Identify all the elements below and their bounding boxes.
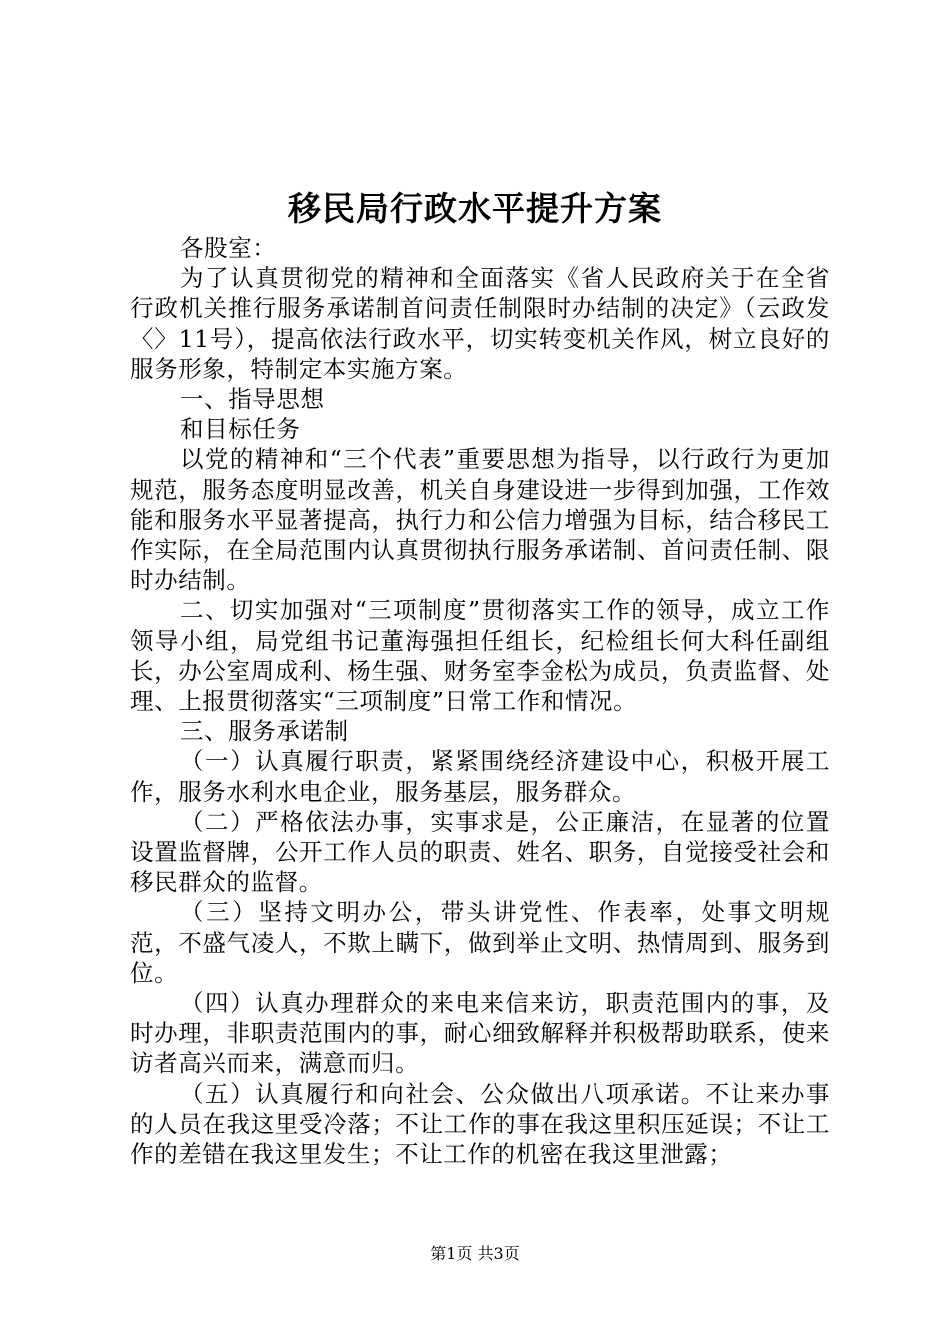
salutation: 各股室：: [180, 234, 277, 262]
paragraph-item-5: （五）认真履行和向社会、公众做出八项承诺。不让来办事的人员在我这里受冷落；不让工作的事在我这里积压延误；不让工作的差错在我这里发生；不让工作的机密在我这里泄露；: [130, 1079, 830, 1169]
paragraph-item-1: （一）认真履行职责，紧紧围绕经济建设中心，积极开展工作，服务水利水电企业，服务基层，服务群众。: [130, 747, 830, 806]
section-heading-3: 三、服务承诺制: [180, 717, 349, 746]
paragraph-item-2: （二）严格依法办事，实事求是，公正廉洁，在显著的位置设置监督牌，公开工作人员的职责、姓名、职务，自觉接受社会和移民群众的监督。: [130, 807, 830, 897]
paragraph-guiding: 以党的精神和“三个代表”重要思想为指导，以行政行为更加规范，服务态度明显改善，机关自身建设进一步得到加强，工作效能和服务水平显著提高，执行力和公信力增强为目标，结合移民工作实际，在全局范围内认真贯彻执行服务承诺制、首问责任制、限时办结制。: [130, 445, 830, 595]
page-footer: 第1页 共3页: [430, 1244, 520, 1263]
paragraph-leadership: 二、切实加强对“三项制度”贯彻落实工作的领导，成立工作领导小组，局党组书记董海强担任组长，纪检组长何大科任副组长，办公室周成利、杨生强、财务室李金松为成员，负责监督、处理、上报贯彻落实“三项制度”日常工作和情况。: [130, 596, 830, 716]
paragraph-item-3: （三）坚持文明办公，带头讲党性、作表率，处事文明规范，不盛气凌人，不欺上瞒下，做到举止文明、热情周到、服务到位。: [130, 898, 830, 987]
document-body: [130, 233, 830, 1169]
paragraph-intro: 为了认真贯彻党的精神和全面落实《省人民政府关于在全省行政机关推行服务承诺制首问责任制限时办结制的决定》（云政发〈〉11号），提高依法行政水平，切实转变机关作风，树立良好的服务形象，特制定本实施方案。: [130, 264, 830, 383]
paragraph-item-4: （四）认真办理群众的来电来信来访，职责范围内的事，及时办理，非职责范围内的事，耐心细致解释并积极帮助联系，使来访者高兴而来，满意而归。: [130, 989, 830, 1078]
document-title: 移民局行政水平提升方案: [288, 189, 662, 228]
section-heading-1-cont: 和目标任务: [180, 415, 301, 444]
section-heading-1: 一、指导思想: [180, 385, 325, 414]
